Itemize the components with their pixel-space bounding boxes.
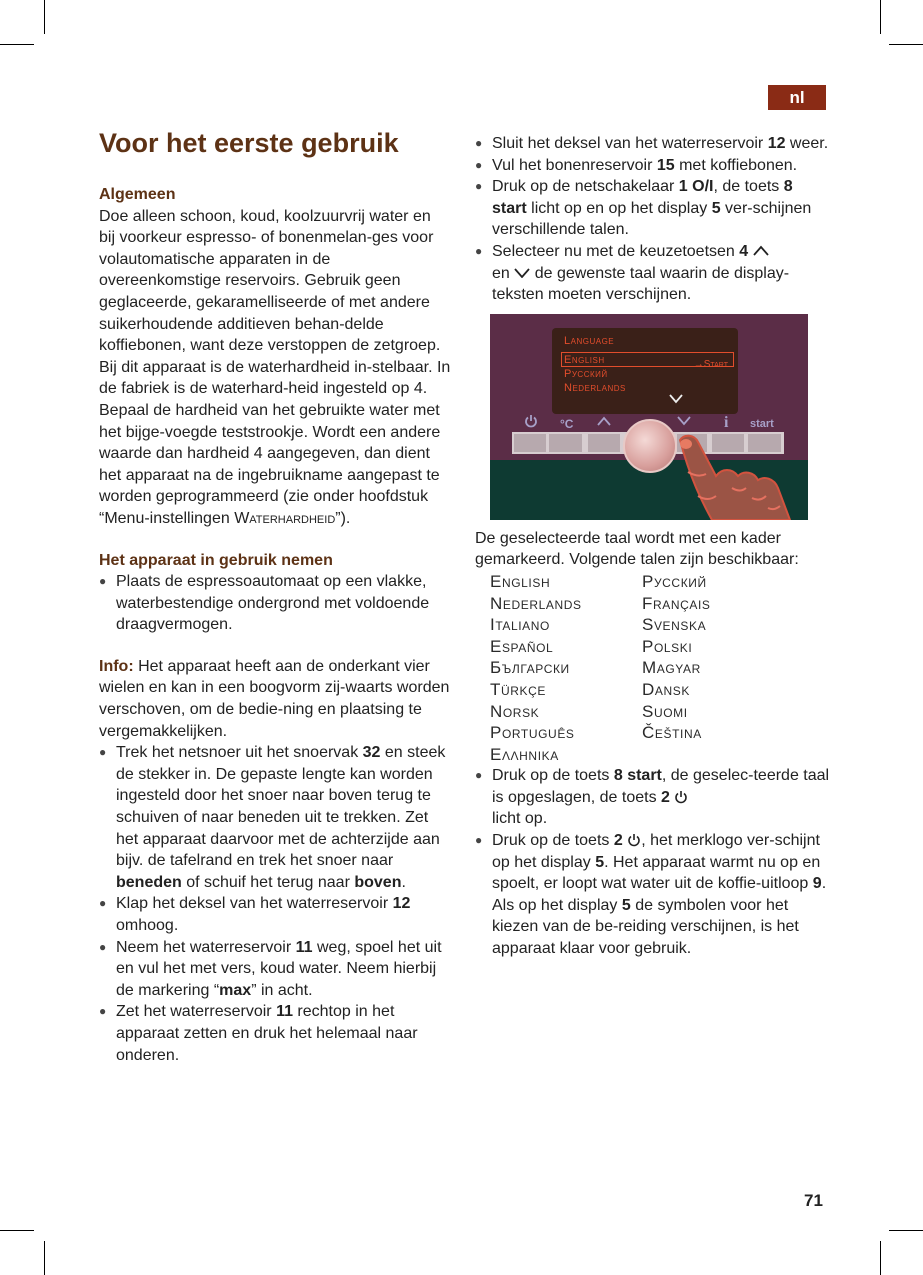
final-instruction-list [475,765,830,959]
list-item: ● Trek het netsnoer uit het snoervak 32 en steek de stekker in. De gepaste lengte kan worden ingesteld door het snoer naar boven terug te schuiven of naar beneden uit te trekken. Zet het apparaat daarvoor met de achterzijde aan bijv. de tafelrand en trek het snoer naar beneden of schuif het terug naar boven. [99,742,451,893]
setup-list [99,571,451,636]
power-icon [627,833,641,847]
chevron-down-icon [668,394,684,404]
language-item: Polski [642,636,693,656]
list-item: ● Neem het waterreservoir 11 weg, spoel het uit en vul het met vers, koud water. Neem hierbij de markering “max” in acht. [99,937,451,1002]
language-item: Dansk [642,679,690,699]
crop-mark [0,44,34,45]
display-line-english: English [564,353,605,366]
list-item: ● Vul het bonenreservoir 15 met koffiebonen. [475,155,830,177]
power-button [514,434,546,452]
page-number: 71 [804,1191,823,1210]
chevron-up-icon [596,416,612,426]
list-item: ● Klap het deksel van het waterreservoir 12 omhoog. [99,893,451,936]
section-heading-general: Algemeen [99,186,176,203]
crop-mark [44,1241,45,1275]
list-item: ● Plaats de espressoautomaat op een vlakke, waterbestendige ondergrond met voldoende draagvermogen. [99,571,451,636]
control-panel-illustration [490,314,808,520]
power-icon [524,414,538,428]
right-column [475,133,830,960]
language-tab: nl [768,85,826,110]
page-title: Voor het eerste gebruik [99,128,399,158]
instruction-list [99,742,451,1066]
language-item: Русский [642,571,707,591]
list-item: ● Druk op de netschakelaar 1 O/I, de toets 8 start licht op en op het display 5 ver-schijnen verschillende talen. [475,176,830,241]
display-line-dutch: Nederlands [564,381,626,394]
display-screen [552,328,738,414]
language-item: Türkçe [490,679,546,699]
power-icon [674,790,688,804]
language-item: Italiano [490,615,550,635]
crop-mark [0,1230,34,1231]
language-item: Čeština [642,723,702,743]
left-column [99,126,451,1066]
language-item: Nederlands [490,593,582,613]
language-item: Suomi [642,701,688,721]
language-item: Български [490,658,570,678]
language-item: Magyar [642,658,701,678]
info-icon: i [724,413,729,431]
chevron-down-icon [514,267,530,278]
rotary-knob [623,419,677,473]
info-paragraph: Info: Het apparaat heeft aan de onderkant vier wielen en kan in een boogvorm zij-waarts worden verschoven, om de bedie-ning en plaatsing te vergemakkelijken. [99,657,450,740]
list-item: ● Sluit het deksel van het waterreservoir 12 weer. [475,133,830,155]
list-item: ● Zet het waterreservoir 11 rechtop in het apparaat zetten en druk het helemaal naar onderen. [99,1001,451,1066]
pointing-hand-icon [672,432,808,520]
display-line-language: Language [564,334,615,347]
general-paragraph-1: Doe alleen schoon, koud, koolzuurvrij water en bij voorkeur espresso- of bonenmelan-ges voor volautomatische apparaten in de overeenkomstige reservoirs. Gebruik geen geglaceerde, gekaramelliseerde of met andere suikerhoudende additieven behan-delde koffiebonen, want deze verstoppen de zetgroep. [99,207,441,355]
crop-mark [44,0,45,34]
display-line-russian: Русский [564,367,608,380]
crop-mark [880,1241,881,1275]
section-heading-setup: Het apparaat in gebruik nemen [99,551,333,569]
after-figure-text: De geselecteerde taal wordt met een kader gemarkeerd. Volgende talen zijn beschikbaar: [475,529,799,569]
list-item: ● Druk op de toets 8 start, de geselec-teerde taal is opgeslagen, de toets 2 licht op. [475,765,830,830]
language-item: Svenska [642,615,707,635]
language-item: Norsk [490,701,540,721]
display-start-hint: →Start [693,358,728,370]
up-button [588,434,620,452]
chevron-down-icon [676,416,692,426]
language-item: Ελληνικα [490,744,559,764]
crop-mark [889,44,923,45]
list-item: ● Selecteer nu met de keuzetoetsen 4 en de gewenste taal waarin de display-teksten moeten verschijnen. [475,241,830,306]
crop-mark [889,1230,923,1231]
temperature-button [549,434,582,452]
language-list [475,571,830,765]
chevron-up-icon [753,245,769,256]
instruction-list-right [475,133,830,306]
language-item: Français [642,593,711,613]
language-item: English [490,571,551,591]
language-item: Español [490,636,554,656]
general-paragraph-2: Bij dit apparaat is de waterhardheid in-stelbaar. In de fabriek is de waterhard-heid ingesteld op 4. Bepaal de hardheid van het gebruikte water met het bijge-voegde teststrookje. Wordt een andere waarde dan hardheid 4 aangegeven, dan dient het apparaat na de ingebruikname aangepast te worden geprogrammeerd (zie onder hoofdstuk “Menu-instellingen Waterhardheid”). [99,358,451,527]
list-item: ● Druk op de toets 2 , het merklogo ver-schijnt op het display 5. Het apparaat warmt nu op en spoelt, er loopt wat water uit de koffie-uitloop 9. Als op het display 5 de symbolen voor het kiezen van de be-reiding verschijnen, is het apparaat klaar voor gebruik. [475,830,830,960]
crop-mark [880,0,881,34]
language-item: Português [490,723,575,743]
temperature-icon: °C [560,416,574,431]
start-label: start [750,417,774,430]
